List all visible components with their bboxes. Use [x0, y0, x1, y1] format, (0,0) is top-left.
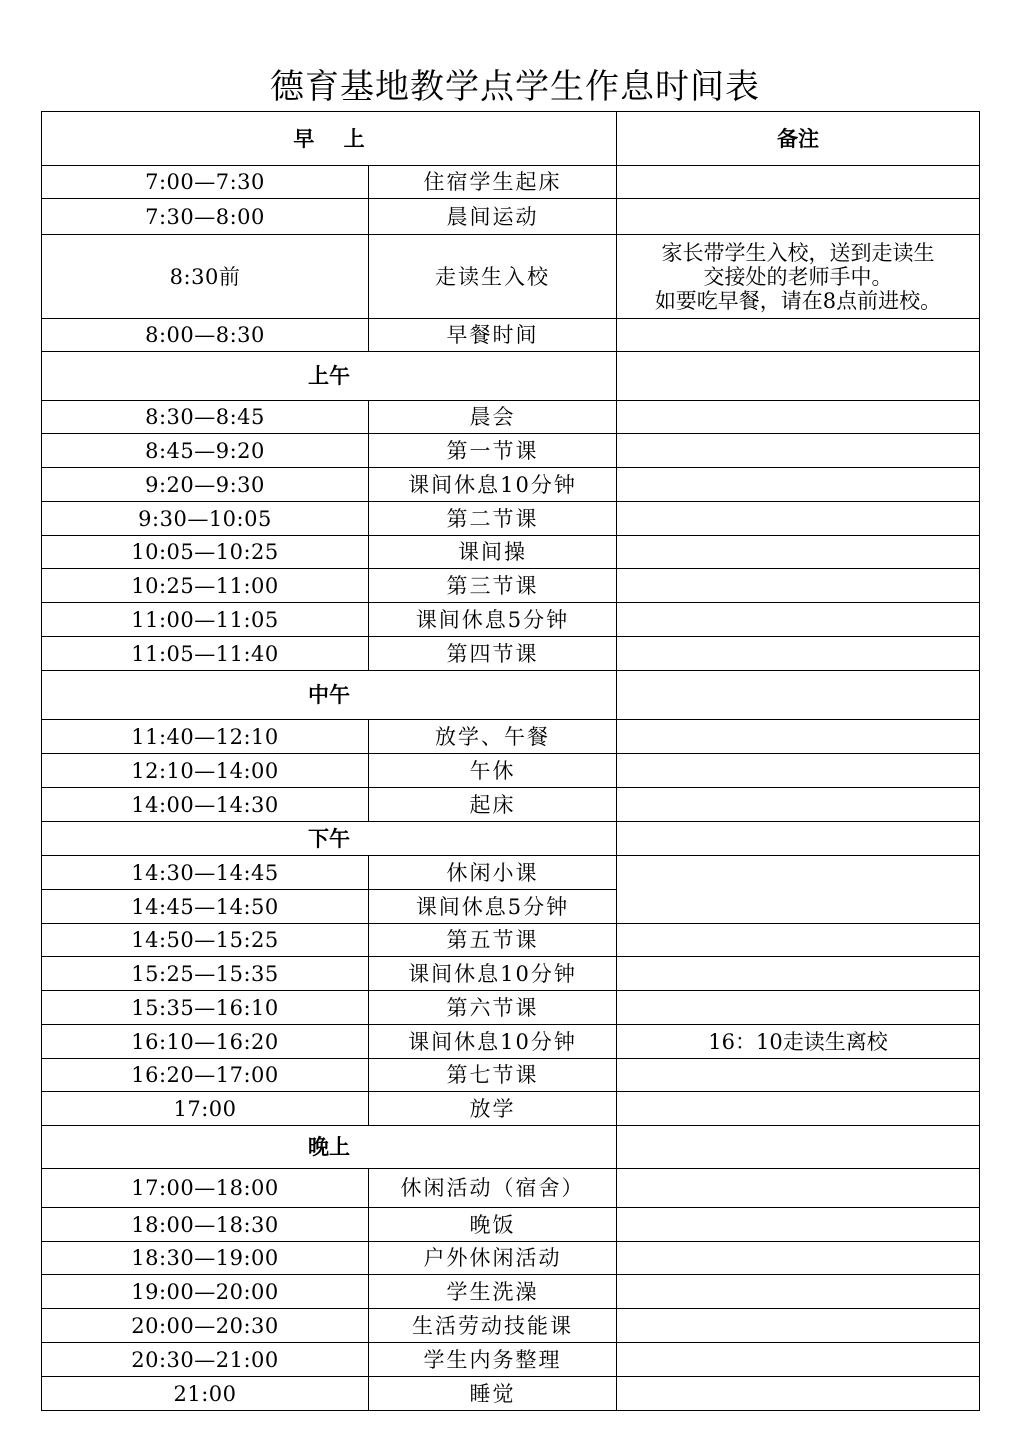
page-title: 德育基地教学点学生作息时间表 [270, 67, 760, 107]
time-cell: 10:25—11:00 [42, 569, 369, 603]
activity-cell: 放学 [369, 1092, 617, 1126]
time-cell: 21:00 [42, 1377, 369, 1411]
activity-cell: 放学、午餐 [369, 720, 617, 754]
afternoon-remark-cell: 16：10走读生离校 [617, 1025, 980, 1059]
time-cell: 7:30—8:00 [42, 199, 369, 235]
activity-cell: 休闲活动（宿舍） [369, 1169, 617, 1208]
section-noon: 中午 [42, 671, 617, 720]
remark-cell [617, 569, 980, 603]
time-cell: 11:40—12:10 [42, 720, 369, 754]
time-cell: 14:00—14:30 [42, 788, 369, 822]
activity-cell: 课间休息10分钟 [369, 957, 617, 991]
table-row [42, 1377, 980, 1411]
activity-cell: 课间操 [369, 536, 617, 569]
table-row [42, 434, 980, 468]
remark-cell [617, 1377, 980, 1411]
table-row [42, 788, 980, 822]
activity-cell: 第四节课 [369, 637, 617, 671]
time-cell: 10:05—10:25 [42, 536, 369, 569]
time-cell: 14:45—14:50 [42, 890, 369, 924]
remark-cell [617, 1208, 980, 1242]
activity-cell: 户外休闲活动 [369, 1242, 617, 1275]
time-cell: 18:30—19:00 [42, 1242, 369, 1275]
table-row [42, 754, 980, 788]
time-cell: 14:30—14:45 [42, 856, 369, 890]
activity-cell: 学生洗澡 [369, 1275, 617, 1309]
section-evening: 晚上 [42, 1126, 617, 1169]
remark-cell [617, 1309, 980, 1343]
table-row [42, 991, 980, 1025]
table-row [42, 1059, 980, 1092]
table-row [42, 468, 980, 502]
table-row [42, 1275, 980, 1309]
time-cell: 11:05—11:40 [42, 637, 369, 671]
activity-cell: 第五节课 [369, 924, 617, 957]
section-forenoon: 上午 [42, 352, 617, 401]
remark-cell [617, 957, 980, 991]
activity-cell: 住宿学生起床 [369, 166, 617, 199]
activity-cell: 晨间运动 [369, 199, 617, 235]
time-cell: 8:30—8:45 [42, 401, 369, 434]
morning-note-line: 交接处的老师手中。 [703, 264, 893, 289]
time-cell: 20:30—21:00 [42, 1343, 369, 1377]
time-cell: 19:00—20:00 [42, 1275, 369, 1309]
table-row [42, 924, 980, 957]
table-row [42, 199, 980, 235]
activity-cell: 课间休息10分钟 [369, 468, 617, 502]
remark-cell [617, 924, 980, 957]
remark-cell [617, 434, 980, 468]
table-row [42, 569, 980, 603]
remark-cell [617, 536, 980, 569]
time-cell: 14:50—15:25 [42, 924, 369, 957]
remark-cell [617, 1059, 980, 1092]
remark-cell [617, 468, 980, 502]
remark-cell [617, 319, 980, 352]
table-row [42, 235, 980, 319]
time-cell: 15:25—15:35 [42, 957, 369, 991]
section-row [42, 352, 980, 401]
remark-cell [617, 991, 980, 1025]
table-row [42, 319, 980, 352]
activity-cell: 课间休息10分钟 [369, 1025, 617, 1059]
time-cell: 18:00—18:30 [42, 1208, 369, 1242]
table-row [42, 1242, 980, 1275]
table-row [42, 1092, 980, 1126]
time-cell: 17:00—18:00 [42, 1169, 369, 1208]
table-row [42, 502, 980, 536]
remark-cell [617, 502, 980, 536]
morning-note-line: 家长带学生入校，送到走读生 [661, 240, 935, 265]
activity-cell: 睡觉 [369, 1377, 617, 1411]
section-row [42, 671, 980, 720]
remark-cell [617, 603, 980, 637]
table-row [42, 1025, 980, 1059]
remark-cell [617, 1092, 980, 1126]
remark-cell [617, 1169, 980, 1208]
activity-cell: 第六节课 [369, 991, 617, 1025]
activity-cell: 起床 [369, 788, 617, 822]
activity-cell: 课间休息5分钟 [369, 890, 617, 924]
table-row [42, 1208, 980, 1242]
remark-cell [617, 720, 980, 754]
activity-cell: 学生内务整理 [369, 1343, 617, 1377]
remark-cell [617, 166, 980, 199]
time-cell: 7:00—7:30 [42, 166, 369, 199]
table-row [42, 603, 980, 637]
time-cell: 16:20—17:00 [42, 1059, 369, 1092]
header-row [42, 112, 980, 166]
activity-cell: 第七节课 [369, 1059, 617, 1092]
table-row [42, 856, 980, 890]
section-afternoon: 下午 [42, 822, 617, 856]
time-cell: 8:45—9:20 [42, 434, 369, 468]
remark-cell [617, 637, 980, 671]
remark-cell [617, 1126, 980, 1169]
morning-remark-cell [617, 235, 980, 319]
time-cell: 8:00—8:30 [42, 319, 369, 352]
remark-cell [617, 788, 980, 822]
table-row [42, 637, 980, 671]
time-cell: 8:30前 [42, 235, 369, 319]
table-row [42, 401, 980, 434]
time-cell: 9:20—9:30 [42, 468, 369, 502]
activity-cell: 第二节课 [369, 502, 617, 536]
table-row [42, 1309, 980, 1343]
morning-note-line: 如要吃早餐，请在8点前进校。 [654, 288, 942, 313]
time-cell: 20:00—20:30 [42, 1309, 369, 1343]
activity-cell: 课间休息5分钟 [369, 603, 617, 637]
time-cell: 17:00 [42, 1092, 369, 1126]
activity-cell: 早餐时间 [369, 319, 617, 352]
remark-cell [617, 401, 980, 434]
activity-cell: 晨会 [369, 401, 617, 434]
table-row [42, 536, 980, 569]
activity-cell: 休闲小课 [369, 856, 617, 890]
remark-cell [617, 754, 980, 788]
activity-cell: 晚饭 [369, 1208, 617, 1242]
time-cell: 16:10—16:20 [42, 1025, 369, 1059]
table-row [42, 166, 980, 199]
remark-cell [617, 352, 980, 401]
schedule-table [41, 111, 980, 1411]
table-row [42, 720, 980, 754]
time-cell: 15:35—16:10 [42, 991, 369, 1025]
section-row [42, 822, 980, 856]
header-remarks: 备注 [617, 112, 980, 166]
header-period: 早 上 [42, 112, 617, 166]
table-row [42, 1169, 980, 1208]
activity-cell: 第三节课 [369, 569, 617, 603]
remark-cell [617, 1242, 980, 1275]
table-row [42, 957, 980, 991]
remark-cell [617, 671, 980, 720]
remark-cell [617, 856, 980, 924]
time-cell: 11:00—11:05 [42, 603, 369, 637]
section-row [42, 1126, 980, 1169]
remark-cell [617, 1343, 980, 1377]
remark-cell [617, 1275, 980, 1309]
time-cell: 12:10—14:00 [42, 754, 369, 788]
remark-cell [617, 199, 980, 235]
activity-cell: 走读生入校 [369, 235, 617, 319]
activity-cell: 午休 [369, 754, 617, 788]
activity-cell: 第一节课 [369, 434, 617, 468]
time-cell: 9:30—10:05 [42, 502, 369, 536]
remark-cell [617, 822, 980, 856]
table-row [42, 1343, 980, 1377]
activity-cell: 生活劳动技能课 [369, 1309, 617, 1343]
